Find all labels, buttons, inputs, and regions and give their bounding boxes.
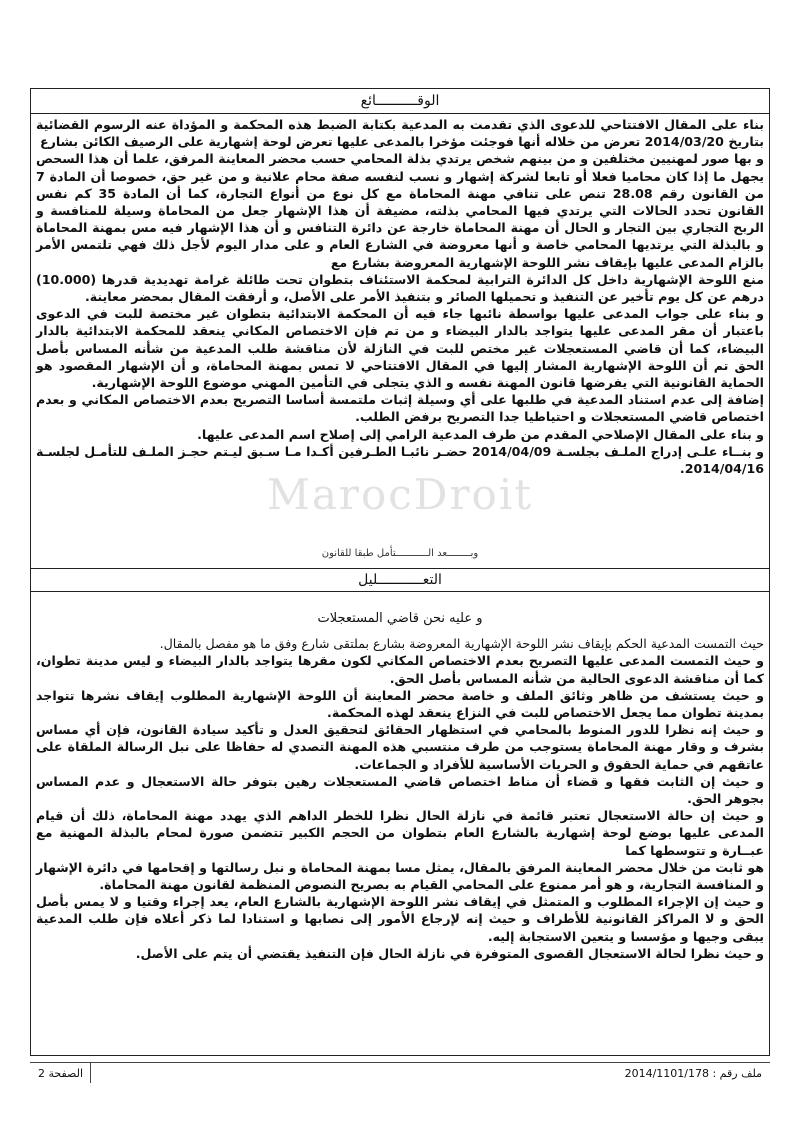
reasons-paragraph: و حيث إن حالة الاستعجال تعتبر قائمة في نازلة الحال نظرا للخطر الداهم الذي يهدد مهنة المحاماة، ذلك أن قيام المدعى عليها بوضع لوحة إشهارية بالشارع العام بتطوان من الحجم الكبير تتضمن صورة لمحام بالبذلة المهنية مع عبــارة و تتوسطها كما <box>36 808 764 858</box>
reasons-paragraph: و حيث يستشف من ظاهر وثائق الملف و خاصة محضر المعاينة أن اللوحة الإشهارية المطلوب إيقاف نشرها تتواجد بمدينة تطوان مما يجعل الاختصاص للبت في النزاع ينعقد لهذه المحكمة. <box>36 687 764 721</box>
page-number: الصفحة 2 <box>38 1067 84 1080</box>
footer-divider <box>90 1063 91 1083</box>
facts-paragraph: بناء على المقال الافتتاحي للدعوى الذي تقدمت به المدعية بكتابة الضبط هذه المحكمة و المؤداة عنه الرسوم القضائية بتاريخ 2014/03/20 تعرض من خلاله أنها فوجئت مؤخرا بالمدعى عليها تعرض لوحة إشهارية على الرصيف الكائن بشارع <box>36 117 764 150</box>
facts-header-text: الوقــــــــــائع <box>360 93 440 109</box>
file-label: ملف رقم : <box>712 1067 762 1080</box>
reasons-section <box>36 598 764 962</box>
file-reference <box>625 1067 762 1080</box>
reasons-paragraph: و حيث إنه نظرا للدور المنوط بالمحامي في استظهار الحقائق لتحقيق العدل و تأكيد سيادة القانون، فإن أي مساس بشرف و وقار مهنة المحاماة يستوجب من طرف منتسبي هذه المهنة التصدي له حفاظا على نبل الرسالة الملقاة على عاتقهم في حماية الحقوق و الحريات الأساسية للأفراد و الجماعات. <box>36 722 764 772</box>
reasons-paragraph: و حيث نظرا لحالة الاستعجال القصوى المتوفرة في نازلة الحال فإن التنفيذ يقتضي أن يتم على الأصل. <box>135 945 764 961</box>
facts-paragraph: و بناء على المقال الإصلاحي المقدم من طرف المدعية الرامي إلى إصلاح اسم المدعى عليها. <box>197 426 764 442</box>
facts-paragraph: و بها صور لمهنيين مختلفين و من بينهم شخص يرتدي بذلة المحامي حسب محضر المعاينة المرفق، علما أن هذا السحص يجهل ما إذا كان محاميا فعلا أو تابعا لشركة إشهار و نسب لنفسه صفة محام علانية و من غير حق، خصوصا أن المادة 7 من القانون رقم 28.08 تنص على تنافي مهنة المحاماة مع كل نوع من أنواع التجارة، كما أن المادة 35 كم نفس القانون تحدد الحالات التي يرتدي فيها المحامي بذلته، مضيفة أن هذا الإشهار جعل من المحاماة وسيلة للمنافسة و الربح التجاري بين التجار و الحال أن مهنة المحاماة خارجة عن دائرة التنافس و أن هذا الإشهار فيه مس بمهنة المحاماة و بالبذلة التي يرتديها المحامي خاصة و أنها معروضة في الشارع العام و على مدار اليوم لأجل ذلك فهي تلتمس الأمر بالزام المدعى عليها بإيقاف نشر اللوحة الإشهارية المعروضة بشارع مع <box>36 151 764 270</box>
page-footer <box>30 1062 770 1083</box>
facts-paragraph: إضافة إلى عدم استناد المدعية في طلبها على أي وسيلة إثبات ملتمسة أساسا التصريح بعدم الاختصاص المكاني و بعدم اختصاص قاضي المستعجلات و احتياطيا جدا التصريح برفض الطلب. <box>36 392 764 425</box>
reasons-paragraph: و حيث إن الإجراء المطلوب و المتمثل في إيقاف نشر اللوحة الإشهارية بالشارع العام، يعد إجراء وقتيا و لا يمس بأصل الحق و لا المراكز القانونية للأطراف و حيث إنه لإرجاع الأمور إلى نصابها و استنادا لما ذكر أعلاه فإن طلب المدعية يبقى وجيها و مؤسسا و يتعين الاستجابة إليه. <box>36 894 764 944</box>
reasons-lead: و عليه نحن قاضي المستعجلات <box>317 611 483 626</box>
reasons-header-text: التعـــــــــــليل <box>358 572 442 588</box>
reasons-paragraph: و حيث إن الثابت فقها و قضاء أن مناط اختصاص قاضي المستعجلات رهين بتوفر حالة الاستعجال و عدم المساس بجوهر الحق. <box>36 773 764 807</box>
facts-paragraph: و بنــاء علـى إدراج الملـف بجلسـة 2014/04/09 حضـر نائبـا الطـرفين أكـدا مـا سـبق ليـتم حجـز الملـف للتأمـل لجلسـة 2014/04/16. <box>36 443 764 477</box>
facts-header <box>30 88 770 114</box>
reasons-header <box>30 568 770 592</box>
facts-section <box>36 116 764 477</box>
reasons-paragraph: حيث التمست المدعية الحكم بإيقاف نشر اللوحة الإشهارية المعروضة بشارع بملتقى شارع وفق ما هو مفصل بالمقال. <box>159 636 764 652</box>
facts-paragraph: و بناء على جواب المدعى عليها بواسطة نائبها جاء فيه أن المحكمة الابتدائية بتطوان غير مختصة للبت في الدعوى باعتبار أن مقر المدعى عليها يتواجد بالدار البيضاء و من تم فإن الاختصاص المكاني ينعقد للمحكمة الابتدائية بالدار البيضاء، كما أن قاضي المستعجلات غير مختص للبت في النازلة لأن مناقشة طلب المدعية من شأنه المساس بأصل الحق تم أن اللوحة الإشهارية المشار إليها في المقال الافتتاحي لا تمس بمهنة المحاماة، و أن الإشهار المقصود هو الحماية القانونية التي يفرضها قانون المهنة نفسه و الذي يتجلى في التأمين المهني موضوع اللوحة الإشهارية. <box>36 306 764 391</box>
reasons-paragraph: و حيث التمست المدعى عليها التصريح بعدم الاختصاص المكاني لكون مقرها يتواجد بالدار البيضاء و ليس مدينة تطوان، كما أن مناقشة الدعوى الحالية من شأنه المساس بأصل الحق. <box>36 653 764 686</box>
watermark: MarocDroit <box>266 470 534 519</box>
facts-paragraph: منع اللوحة الإشهارية داخل كل الدائرة الترابية لمحكمة الاستئناف بتطوان تحت طائلة غرامة تهديدية قدرها (10.000) درهم عن كل يوم تأخير عن التنفيذ و تحميلها الصائر و بتنفيذ الأمر على الأصل، و أرفقت المقال بمحضر معاينة. <box>36 271 764 305</box>
file-number: 2014/1101/178 <box>624 1067 709 1080</box>
reasons-paragraph: هو ثابت من خلال محضر المعاينة المرفق بالمقال، يمثل مسا بمهنة المحاماة و نبل رسالتها و إقحامها في دائرة الإشهار و المنافسة التجارية، و هو أمر ممنوع على المحامي القيام به بصريح النصوص المنظمة لقانون مهنة المحاماة. <box>36 859 764 893</box>
divider-label: وبــــــــعد الـــــــــــتأمل طبقا للقانون <box>321 548 479 559</box>
